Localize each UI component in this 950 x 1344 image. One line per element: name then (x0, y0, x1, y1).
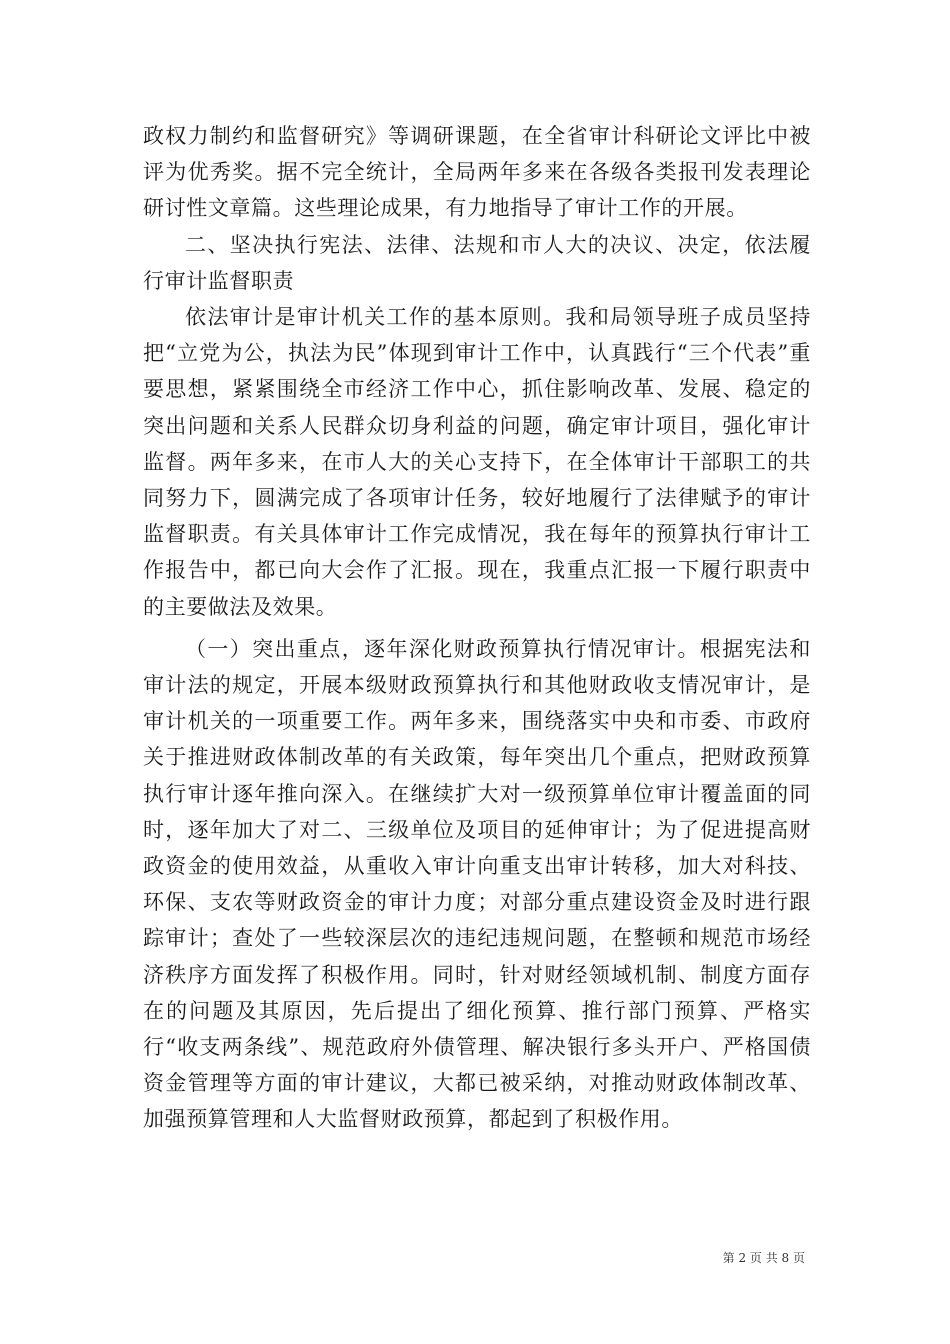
paragraph-principle: 依法审计是审计机关工作的基本原则。我和局领导班子成员坚持把“立党为公，执法为民”体现到审计工作中，认真践行“三个代表”重要思想，紧紧围绕全市经济工作中心，抓住影响改革、发展、稳定的突出问题和关系人民群众切身利益的问题，确定审计项目，强化审计监督。两年多来，在市人大的关心支持下，在全体审计干部职工的共同努力下，圆满完成了各项审计任务，较好地履行了法律赋予的审计监督职责。有关具体审计工作完成情况，我在每年的预算执行审计工作报告中，都已向大会作了汇报。现在，我重点汇报一下履行职责中的主要做法及效果。 (143, 305, 811, 619)
section-heading: 二、坚决执行宪法、法律、法规和市人大的决议、决定，依法履行审计监督职责 (143, 232, 811, 293)
paragraph-budget-audit: （一）突出重点，逐年深化财政预算执行情况审计。根据宪法和审计法的规定，开展本级财政预算执行和其他财政收支情况审计，是审计机关的一项重要工作。两年多来，围绕落实中央和市委、市政府关于推进财政体制改革的有关政策，每年突出几个重点，把财政预算执行审计逐年推向深入。在继续扩大对一级预算单位审计覆盖面的同时，逐年加大了对二、三级单位及项目的延伸审计；为了促进提高财政资金的使用效益，从重收入审计向重支出审计转移，加大对科技、环保、支农等财政资金的审计力度；对部分重点建设资金及时进行跟踪审计；查处了一些较深层次的违纪违规问题，在整顿和规范市场经济秩序方面发挥了积极作用。同时，针对财经领域机制、制度方面存在的问题及其原因，先后提出了细化预算、推行部门预算、严格实行“收支两条线”、规范政府外债管理、解决银行多头开户、严格国债资金管理等方面的审计建议，大都已被采纳，对推动财政体制改革、加强预算管理和人大监督财政预算，都起到了积极作用。 (143, 636, 811, 1132)
document-body (143, 118, 811, 1138)
page-number: 第 2 页 共 8 页 (722, 1251, 805, 1265)
paragraph-continuation: 政权力制约和监督研究》等调研课题，在全省审计科研论文评比中被评为优秀奖。据不完全统计，全局两年多来在各级各类报刊发表理论研讨性文章篇。这些理论成果，有力地指导了审计工作的开展。 (143, 124, 811, 221)
